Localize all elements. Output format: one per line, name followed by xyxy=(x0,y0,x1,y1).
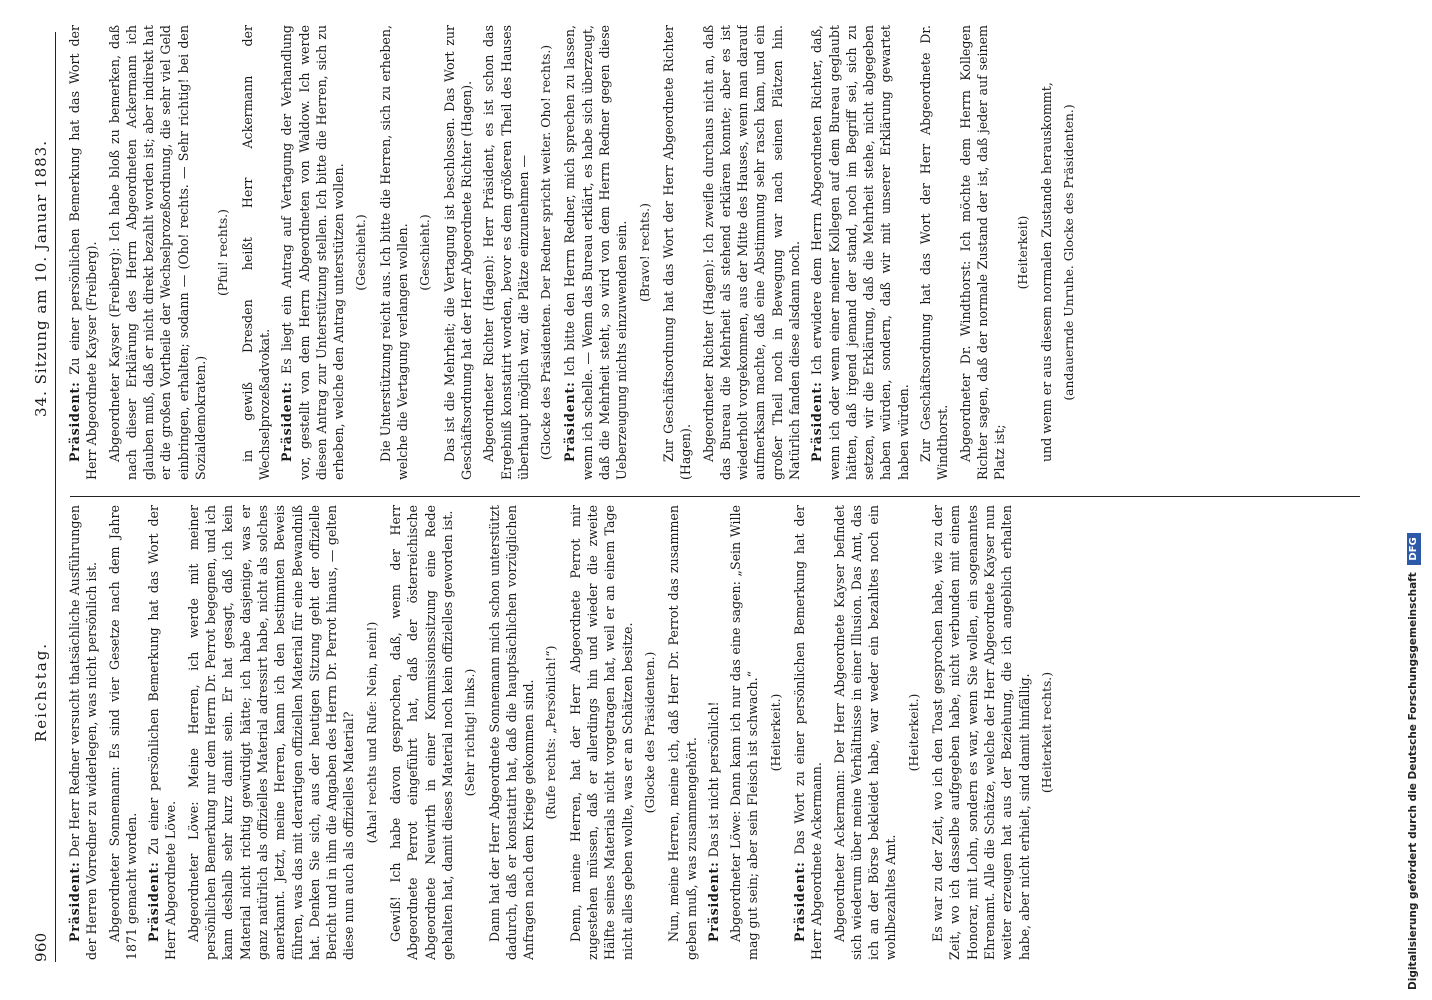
left-column xyxy=(66,505,1366,960)
speech-text: Ich erwidere dem Herrn Abgeordneten Richter, daß, wenn ich oder wenn einer meiner Kollegen auf dem Bureau geglaubt hätten, daß irgend jemand der stand, noch im Begriff sei, sich zu setzen, wir die Erklärung, daß die Mehrheit stehe, nicht abgegeben haben würden, sondern, daß wir mit unserer Erklärung gewartet haben würden. xyxy=(809,25,911,480)
speech-paragraph xyxy=(727,505,762,960)
speech-text: Abgeordneter Richter (Hagen): Herr Präsident, es ist schon das Ergebniß konstatirt worden, bevor es dem größeren Theil des Hauses überhaupt möglich war, die Plätze einzunehmen — xyxy=(481,25,531,480)
speech-paragraph xyxy=(278,25,347,480)
speech-paragraph xyxy=(377,25,412,480)
speech-text: Abgeordneter Löwe: Dann kann ich nur das eine sagen: „Sein Wille mag gut sein; aber sein Fleisch ist schwach.“ xyxy=(728,505,761,960)
stage-direction: (Heiterkeit.) xyxy=(905,693,921,772)
speech-paragraph xyxy=(791,505,826,960)
speech-text: Es war zu der Zeit, wo ich den Toast gesprochen habe, wie zu der Zeit, wo ich dasselbe aufgegeben habe, nicht verbunden mit einem Honorar, mit Lohn, sondern es war, wenn Sie wollen, ein sogenanntes Ehrenamt. Alle die Schätze, welche der Herr Abgeordnete Kayser nun weiter erzeugen hat aus der Beziehung, die ich angeblich erhalten habe, aber nicht erhielt, sind damit hinfällig. xyxy=(930,505,1032,960)
speech-paragraph xyxy=(106,25,210,480)
speech-paragraph xyxy=(929,505,1033,960)
speech-text: Zu einer persönlichen Bemerkung hat das Wort der Herr Abgeordnete Löwe. xyxy=(146,505,179,960)
speech-paragraph xyxy=(239,25,274,480)
column-divider xyxy=(70,496,1360,497)
speech-text: Dann hat der Herr Abgeordnete Sonnemann mich schon unterstützt dadurch, daß er konstatirt hat, daß die hauptsächlichen vorzüglichen Anfragen nach dem Kriege gekommen sind. xyxy=(486,505,537,960)
speech-paragraph xyxy=(1038,25,1055,480)
stage-direction: (Heiterkeit.) xyxy=(767,693,783,772)
speech-paragraph xyxy=(917,25,952,480)
speech-paragraph xyxy=(831,505,900,960)
stage-direction: (Heiterkeit rechts.) xyxy=(1038,671,1054,794)
speech-paragraph xyxy=(567,505,636,960)
speech-text: Zur Geschäftsordnung hat das Wort der Herr Abgeordnete Dr. Windthorst. xyxy=(918,25,951,480)
speaker-name: Präsident: xyxy=(67,861,82,942)
speech-paragraph xyxy=(957,25,1009,480)
page-header xyxy=(30,32,56,962)
speech-text: Nun, meine Herren, meine ich, daß Herr Dr. Perrot das zusammen geben muß, was zusammengehört. xyxy=(666,505,699,960)
speech-paragraph xyxy=(480,25,532,480)
speaker-name: Präsident: xyxy=(67,381,82,462)
speech-text: Zu einer persönlichen Bemerkung hat das Wort der Herr Abgeordnete Kayser (Freiberg). xyxy=(67,25,100,480)
speech-paragraph xyxy=(486,505,538,960)
speech-paragraph xyxy=(808,25,912,480)
speech-paragraph xyxy=(185,505,358,960)
speaker-name: Präsident: xyxy=(562,381,578,462)
stage-direction: (Aha! rechts und Rufe: Nein, nein!) xyxy=(363,621,379,844)
speech-paragraph xyxy=(387,505,456,960)
speaker-name: Präsident: xyxy=(705,861,721,942)
speech-text: Ich bitte den Herrn Redner, mich sprechen zu lassen, wenn ich schelle. — Wenn das Bureau erklärt, es habe sich überzeugt, daß die Mehrheit steht, so wird von dem Herrn Redner gegen diese Ueberzeugung nichts einzuwenden sein. xyxy=(562,25,630,480)
speech-text: Es liegt ein Antrag auf Vertagung der Verhandlung vor, gestellt von dem Herrn Abgeordneten von Waldow. Ich werde diesen Antrag zur Unterstützung stellen. Ich bitte die Herren, sich zu erheben, welche den Antrag unterstützen wollen. xyxy=(279,25,347,480)
speech-paragraph xyxy=(561,25,630,480)
stage-direction: (andauernde Unruhe. Glocke des Präsidenten.) xyxy=(1061,104,1077,401)
stage-direction: (Heiterkeit) xyxy=(1014,215,1030,290)
speech-text: und wenn er aus diesem normalen Zustande herauskommt, xyxy=(1038,82,1054,462)
stage-direction: (Bravo! rechts.) xyxy=(636,203,652,302)
credit-text: Digitalisierung gefördert durch die Deutsche Forschungsgemeinschaft xyxy=(1407,572,1419,990)
speech-paragraph xyxy=(660,25,695,480)
speech-text: Abgeordneter Richter (Hagen): Ich zweifle durchaus nicht an, daß das Bureau die Mehrheit als stehend erklären konnte; aber es ist wiederholt vorgekommen, aus der Mitte des Hauses, wenn man darauf aufmerksam machte, daß eine Abstimmung sehr rasch kam, und ein großer Theil noch in Bewegung war nach seinen Plätzen hin. Natürlich fanden diese alsdann noch. xyxy=(700,25,802,480)
speech-text: Der Herr Redner versucht thatsächliche Ausführungen der Herren Vorredner zu widerlegen, was nicht persönlich ist. xyxy=(67,505,100,960)
speaker-name: Präsident: xyxy=(809,381,825,462)
speaker-name: Präsident: xyxy=(279,381,295,462)
speech-text: Das ist nicht persönlich! xyxy=(705,701,721,858)
speech-text: Abgeordneter Dr. Windthorst: Ich möchte dem Herrn Kollegen Richter sagen, daß der normale Zustand der ist, daß jeder auf seinem Platz ist; xyxy=(957,25,1008,480)
speech-paragraph xyxy=(66,505,101,960)
speech-paragraph xyxy=(441,25,476,480)
stage-direction: (Glocke des Präsidenten.) xyxy=(641,651,657,814)
stage-direction: (Glocke des Präsidenten. Der Redner spricht weiter. Oho! rechts.) xyxy=(538,44,554,461)
speech-text: Das Wort zu einer persönlichen Bemerkung hat der Herr Abgeordnete Ackermann. xyxy=(791,505,825,960)
stage-direction: (Geschieht.) xyxy=(353,214,369,291)
speech-text: Das ist die Mehrheit; die Vertagung ist beschlossen. Das Wort zur Geschäftsordnung hat der Herr Abgeordnete Richter (Hagen). xyxy=(441,25,474,480)
stage-direction: (Rufe rechts: „Persönlich!“) xyxy=(543,645,559,820)
stage-direction: (Geschieht.) xyxy=(417,214,433,291)
speech-text: Abgeordneter Ackermann: Der Herr Abgeordnete Kayser befindet sich wiederum über meine Verhältnisse in einer Illusion. Das Amt, das ich an der Börse bekleidet habe, war weder ein bezahltes noch ein wohlbezahltes Amt. xyxy=(831,505,899,960)
speech-paragraph xyxy=(145,505,180,960)
speech-text: Denn, meine Herren, hat der Herr Abgeordnete Perrot mir zugestehen müssen, daß er allerdings hin und wieder die zweite Hälfte seines Materials nicht vorgetragen hat, weil er an einem Tage nicht alles geben wollte, was er an Schätzen besitze. xyxy=(567,505,635,960)
session-title: 34. Sitzung am 10. Januar 1883. xyxy=(32,140,50,417)
page-number: 960 xyxy=(32,932,50,962)
speech-text: Abgeordneter Kayser (Freiberg): Ich habe bloß zu bemerken, daß nach dieser Erklärung des Herrn Abgeordneten Ackermann ich glauben muß, daß er nicht direkt bezahlt worden ist; aber indirekt hat er die großen Vortheile der Wechselprozeßordnung, die sehr viel Geld einbringen, erhalten; sodann — (Oho! rechts. — Sehr richtig! bei den Sozialdemokraten.) xyxy=(106,25,209,480)
speech-text: Gewiß! Ich habe davon gesprochen, daß, wenn der Herr Abgeordnete Perrot eingeführt hat, daß der österreichische Abgeordnete Neuwirth in einer Kommissionssitzung eine Rede gehalten hat, damit dieses Material noch kein offizielles geworden ist. xyxy=(388,505,455,960)
speech-text: Abgeordneter Löwe: Meine Herren, ich werde mit meiner persönlichen Bemerkung nur dem Herrn Dr. Perrot begegnen, und ich kann deshalb sehr kurz damit sein. Er hat gesagt, daß ich kein Material nicht richtig gewürdigt hätte; ich habe dasjenige, was er ganz natürlich als offizielles Material adressirt habe, nicht als solches anerkannt. Jetzt, meine Herren, kann ich den bestimmten Beweis führen, was das mit derartigen offiziellen Material für eine Bewandniß hat. Denken Sie sich, aus der heutigen Sitzung geht der offizielle Bericht und in ihm die Angaben des Herrn Dr. Perrot hinaus, — gelten diese nun auch als offizielles Material? xyxy=(185,505,357,960)
speech-paragraph xyxy=(665,505,700,960)
speech-paragraph xyxy=(705,505,722,960)
speech-paragraph xyxy=(106,505,141,960)
speech-paragraph xyxy=(66,25,101,480)
right-column xyxy=(66,25,1366,480)
speech-text: Zur Geschäftsordnung hat das Wort der Herr Abgeordnete Richter (Hagen). xyxy=(660,25,694,480)
speech-text: Die Unterstützung reicht aus. Ich bitte die Herren, sich zu erheben, welche die Vertagung verlangen wollen. xyxy=(377,25,411,480)
speech-text: in gewiß Dresden heißt Herr Ackermann der Wechselprozeßadvokat. xyxy=(239,25,272,480)
dfg-logo: DFG xyxy=(1407,533,1421,564)
house-title: Reichstag. xyxy=(32,641,50,742)
stage-direction: (Sehr richtig! links.) xyxy=(462,668,478,797)
credit-strip xyxy=(1403,10,1423,990)
speaker-name: Präsident: xyxy=(146,861,162,942)
header-rule xyxy=(55,32,56,962)
speech-paragraph xyxy=(700,25,804,480)
speaker-name: Präsident: xyxy=(791,861,807,942)
speech-text: Abgeordneter Sonnemann: Es sind vier Gesetze nach dem Jahre 1871 gemacht worden. xyxy=(106,505,139,960)
stage-direction: (Pfui! rechts.) xyxy=(215,209,231,296)
